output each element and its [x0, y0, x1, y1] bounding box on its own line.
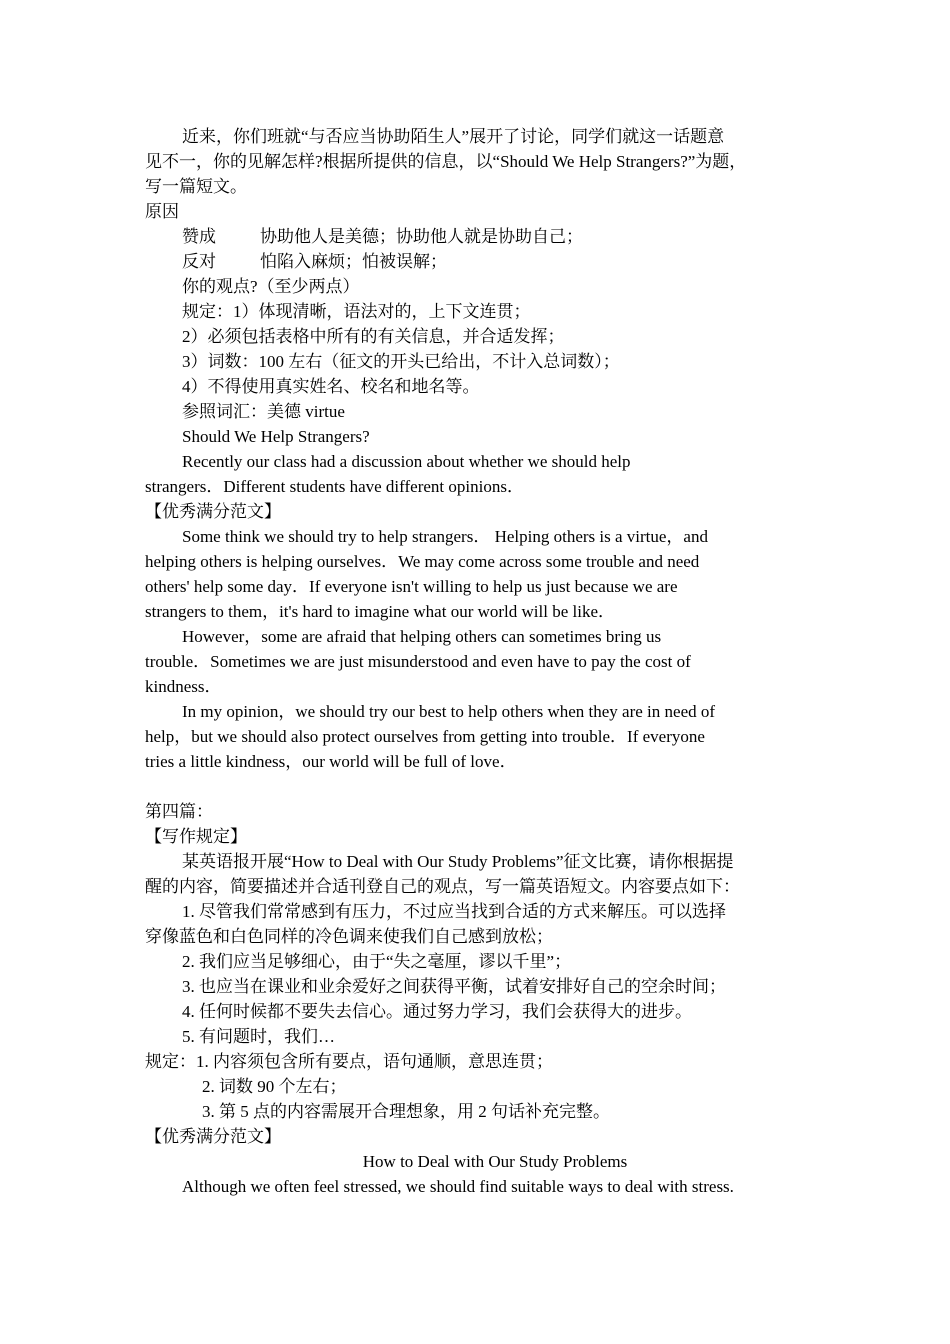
prompt-line-2: 见不一，你的见解怎样?根据所提供的信息，以“Should We Help Strangers?”为题，: [145, 152, 747, 171]
rule-4: 4）不得使用真实姓名、校名和地名等。: [182, 377, 480, 396]
for-label: 赞成: [182, 227, 216, 246]
para2-line-3: kindness．: [145, 677, 222, 696]
point-2: 2. 我们应当足够细心，由于“失之毫厘，谬以千里”；: [182, 952, 572, 971]
para1-line-4: strangers to them，it's hard to imagine what our world will be like．: [145, 602, 615, 621]
for-row: [145, 224, 825, 249]
rule-2: 2）必须包括表格中所有的有关信息，并合适发挥；: [182, 327, 565, 346]
point-1-line-1: 1. 尽管我们常常感到有压力，不过应当找到合适的方式来解压。可以选择: [182, 902, 726, 921]
against-text: 怕陷入麻烦；怕被误解；: [260, 252, 447, 271]
para1-line-3: others' help some day．If everyone isn't willing to help us just because we are: [145, 577, 678, 596]
rules-first: 规定：1. 内容须包含所有要点，语句通顺，意思连贯；: [145, 1052, 553, 1071]
para2-line-2: trouble．Sometimes we are just misunderstood and even have to pay the cost of: [145, 652, 691, 671]
against-label: 反对: [182, 252, 216, 271]
prompt-line-1: 近来，你们班就“与否应当协助陌生人”展开了讨论，同学们就这一话题意: [182, 127, 725, 146]
point-3: 3. 也应当在课业和业余爱好之间获得平衡，试着安排好自己的空余时间；: [182, 977, 726, 996]
requirements-label: 【写作规定】: [145, 827, 247, 846]
point-1-line-2: 穿像蓝色和白色同样的冷色调来使我们自己感到放松；: [145, 927, 553, 946]
model-essay-label-2: 【优秀满分范文】: [145, 1127, 281, 1146]
reason-label: 原因: [145, 202, 179, 221]
para3-line-1: In my opinion，we should try our best to help others when they are in need of: [182, 702, 716, 721]
for-text: 协助他人是美德；协助他人就是协助自己；: [260, 227, 583, 246]
rules-2: 2. 词数 90 个左右；: [202, 1077, 347, 1096]
against-row: [145, 249, 825, 274]
point-4: 4. 任何时候都不要失去信心。通过努力学习，我们会获得大的进步。: [182, 1002, 692, 1021]
essay-title-2: How to Deal with Our Study Problems: [362, 1152, 628, 1171]
document-body: [145, 124, 825, 1199]
para2-line-1: However，some are afraid that helping others can sometimes bring us: [182, 627, 662, 646]
rule-3: 3）词数：100 左右（征文的开头已给出，不计入总词数）；: [182, 352, 620, 371]
para3-line-2: help，but we should also protect ourselves from getting into trouble．If everyone: [145, 727, 705, 746]
rule-1: 规定：1）体现清晰，语法对的，上下文连贯；: [182, 302, 531, 321]
rules-3: 3. 第 5 点的内容需展开合理想象，用 2 句话补充完整。: [202, 1102, 610, 1121]
your-view: 你的观点?（至少两点）: [182, 277, 360, 296]
intro-line-1: 某英语报开展“How to Deal with Our Study Problems”征文比赛，请你根据提: [182, 852, 734, 871]
essay-title: Should We Help Strangers?: [182, 427, 370, 446]
model-essay-label: 【优秀满分范文】: [145, 502, 281, 521]
para1-line-2: helping others is helping ourselves．We may come across some trouble and need: [145, 552, 700, 571]
section-heading: 第四篇：: [145, 802, 213, 821]
point-5: 5. 有问题时，我们…: [182, 1027, 335, 1046]
essay-first-line: Although we often feel stressed, we should find suitable ways to deal with stress.: [182, 1177, 734, 1196]
para1-line-1: Some think we should try to help strangers． Helping others is a virtue，and: [182, 527, 708, 546]
prompt-line-3: 写一篇短文。: [145, 177, 247, 196]
para3-line-3: tries a little kindness，our world will be full of love．: [145, 752, 517, 771]
vocab-hint: 参照词汇：美德 virtue: [182, 402, 345, 421]
intro-line-2: 醒的内容，简要描述并合适刊登自己的观点，写一篇英语短文。内容要点如下：: [145, 877, 740, 896]
opening-line-2: strangers．Different students have different opinions．: [145, 477, 524, 496]
blank-line: [145, 774, 825, 799]
opening-line-1: Recently our class had a discussion about whether we should help: [182, 452, 631, 471]
